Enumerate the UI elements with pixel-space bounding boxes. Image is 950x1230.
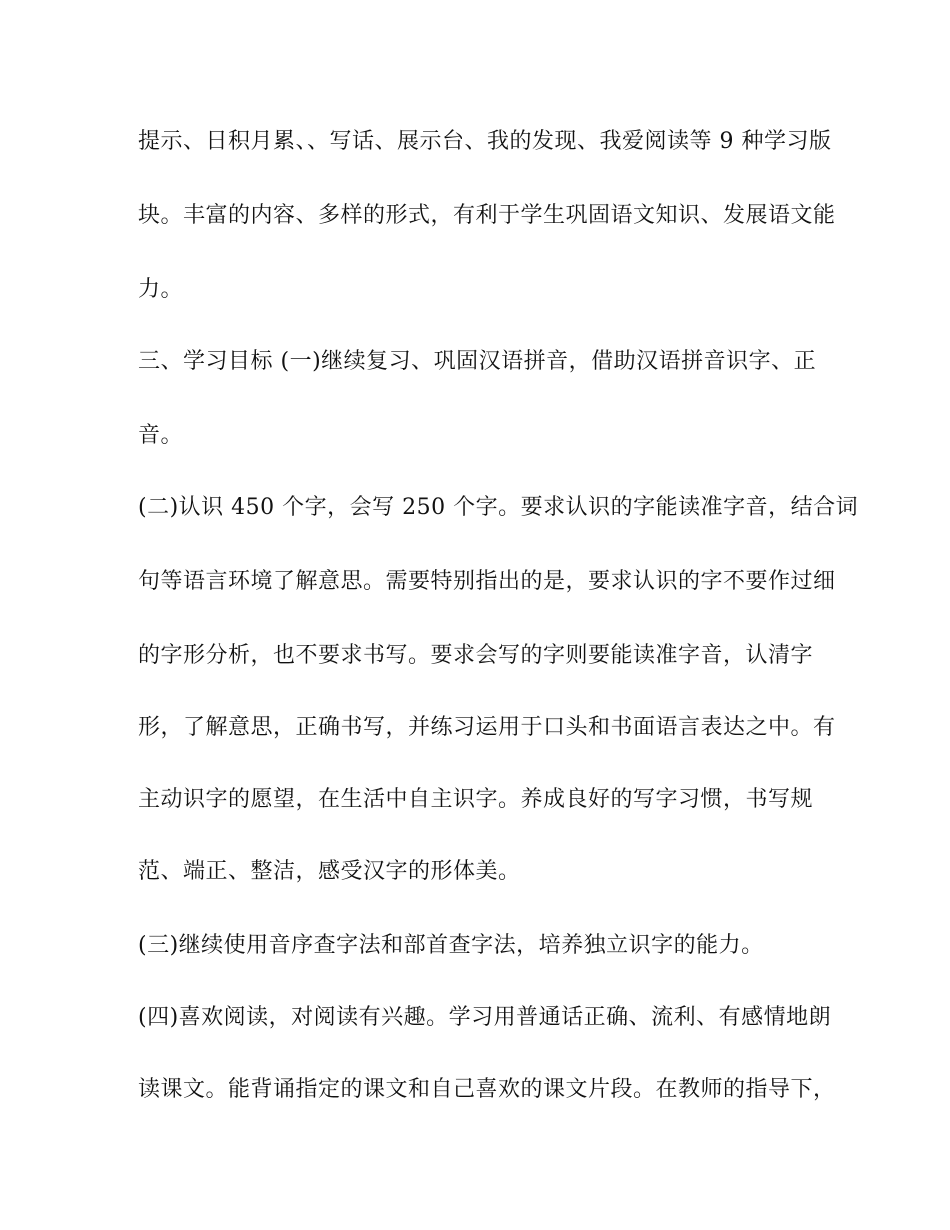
text-line: 提示、日积月累、、写话、展示台、我的发现、我爱阅读等 9 种学习版 [138,129,832,154]
text-line: 读课文。能背诵指定的课文和自己喜欢的课文片段。在教师的指导下， [138,1077,836,1102]
text-line: 的字形分析，也不要求书写。要求会写的字则要能读准字音，认清字 [138,643,814,668]
text-line: 音。 [138,423,184,448]
text-line: 块。丰富的内容、多样的形式，有利于学生巩固语文知识、发展语文能 [138,203,836,228]
text-line: (四)喜欢阅读，对阅读有兴趣。学习用普通话正确、流利、有感情地朗 [138,1005,832,1030]
text-line: 三、学习目标 (一)继续复习、巩固汉语拼音，借助汉语拼音识字、正 [138,349,817,374]
text-line: (二)认识 450 个字，会写 250 个字。要求认识的字能读准字音，结合词 [138,495,859,520]
text-line: (三)继续使用音序查字法和部首查字法，培养独立识字的能力。 [138,933,764,958]
text-line: 范、端正、整洁，感受汉字的形体美。 [138,859,521,884]
text-line: 主动识字的愿望，在生活中自主识字。养成良好的写字习惯，书写规 [138,787,814,812]
text-line: 力。 [138,277,184,302]
text-line: 形，了解意思，正确书写，并练习运用于口头和书面语言表达之中。有 [138,715,836,740]
text-line: 句等语言环境了解意思。需要特别指出的是，要求认识的字不要作过细 [138,569,836,594]
